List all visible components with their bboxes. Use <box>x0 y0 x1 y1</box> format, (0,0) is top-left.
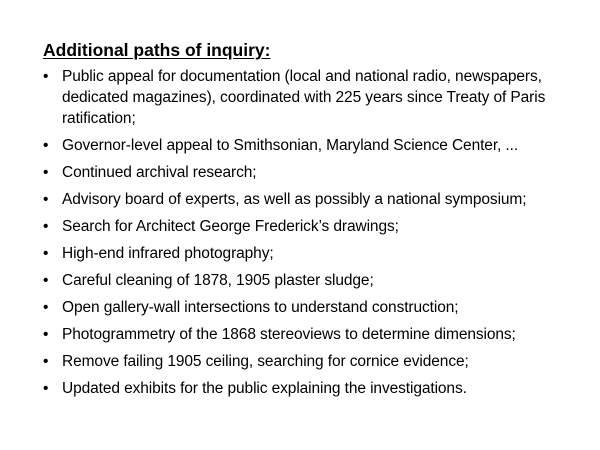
bullet-item <box>43 243 583 264</box>
bullet-item <box>43 351 583 372</box>
bullet-item <box>43 324 583 345</box>
bullet-icon: • <box>43 137 49 154</box>
bullet-icon: • <box>43 191 49 208</box>
bullet-text: Advisory board of experts, as well as possibly a national symposium; <box>62 191 527 208</box>
bullet-item <box>43 270 583 291</box>
bullet-item <box>43 135 583 156</box>
bullet-icon: • <box>43 164 49 181</box>
bullet-text: High-end infrared photography; <box>62 245 274 262</box>
bullet-text: Governor-level appeal to Smithsonian, Maryland Science Center, ... <box>62 137 519 154</box>
bullet-text: Public appeal for documentation (local and national radio, newspapers, dedicated magazines), coordinated with 225 years since Treaty of Paris ratification; <box>62 68 546 127</box>
bullet-item <box>43 189 583 210</box>
bullet-icon: • <box>43 245 49 262</box>
bullet-text: Remove failing 1905 ceiling, searching for cornice evidence; <box>62 353 469 370</box>
bullet-list <box>43 66 583 405</box>
bullet-text: Careful cleaning of 1878, 1905 plaster sludge; <box>62 272 374 289</box>
bullet-item <box>43 378 583 399</box>
bullet-icon: • <box>43 353 49 370</box>
bullet-text: Search for Architect George Frederick’s drawings; <box>62 218 399 235</box>
slide-heading: Additional paths of inquiry: <box>43 40 271 60</box>
bullet-icon: • <box>43 380 49 397</box>
bullet-icon: • <box>43 272 49 289</box>
bullet-text: Open gallery-wall intersections to understand construction; <box>62 299 459 316</box>
bullet-item <box>43 297 583 318</box>
bullet-icon: • <box>43 68 49 85</box>
bullet-text: Continued archival research; <box>62 164 257 181</box>
bullet-icon: • <box>43 326 49 343</box>
bullet-text: Photogrammetry of the 1868 stereoviews to determine dimensions; <box>62 326 516 343</box>
bullet-text: Updated exhibits for the public explaining the investigations. <box>62 380 467 397</box>
bullet-icon: • <box>43 299 49 316</box>
bullet-item <box>43 216 583 237</box>
bullet-item <box>43 66 583 129</box>
bullet-icon: • <box>43 218 49 235</box>
bullet-item <box>43 162 583 183</box>
